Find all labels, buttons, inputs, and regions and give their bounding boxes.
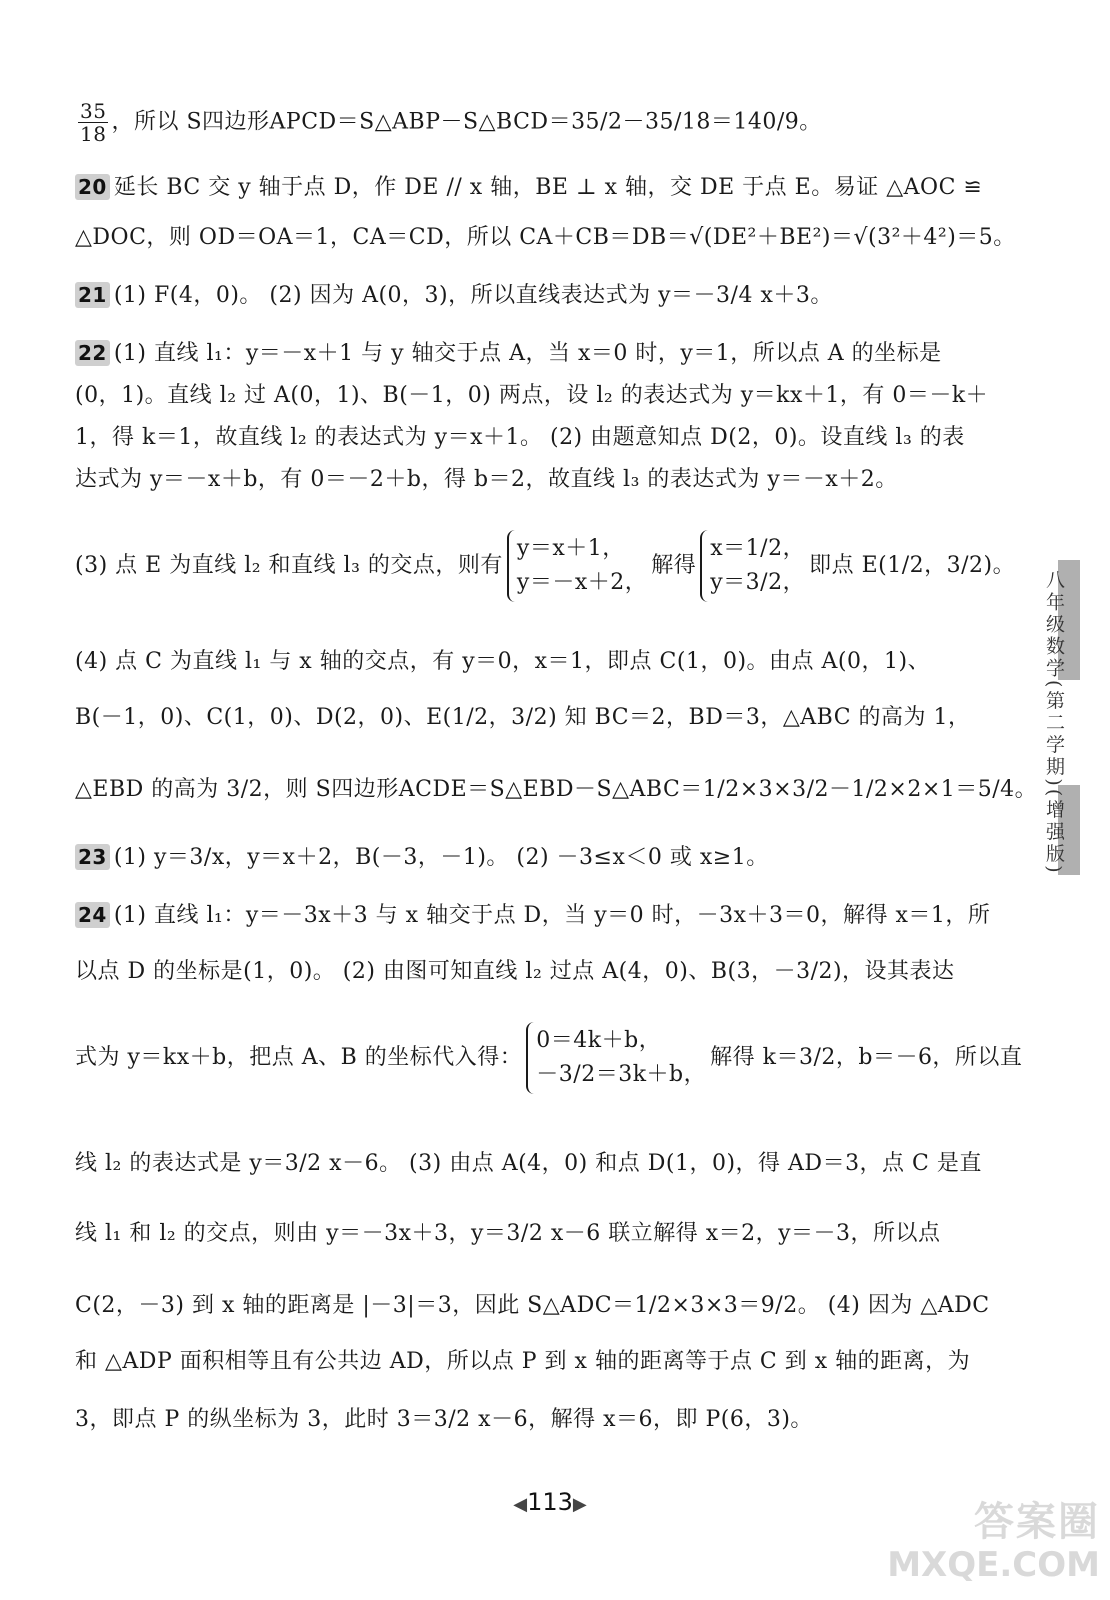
watermark-url: MXQE.COM bbox=[887, 1545, 1100, 1585]
q20-line2: △DOC，则 OD＝OA＝1，CA＝CD，所以 CA＋CB＝DB＝√(DE²＋BE²)＝√(3²＋4²)＝5。 bbox=[75, 225, 1016, 250]
watermark bbox=[887, 1490, 1110, 1600]
q24-line2: 以点 D 的坐标是(1，0)。 (2) 由图可知直线 l₂ 过点 A(4，0)、B(3，－3/2)，设其表达 bbox=[75, 959, 955, 984]
q22-line1: 22 (1) 直线 l₁：y＝－x＋1 与 y 轴交于点 A，当 x＝0 时，y＝1，所以点 A 的坐标是 bbox=[75, 338, 975, 370]
q22-line6: (4) 点 C 为直线 l₁ 与 x 轴的交点，有 y＝0，x＝1，即点 C(1，0)。由点 A(0，1)、 bbox=[75, 649, 931, 674]
q24-line1: 24 (1) 直线 l₁：y＝－3x＋3 与 x 轴交于点 D，当 y＝0 时，－3x＋3＝0，解得 x＝1，所 bbox=[75, 900, 975, 932]
question-number-badge: 22 bbox=[75, 340, 110, 366]
q21-line1: 21 (1) F(4，0)。 (2) 因为 A(0，3)，所以直线表达式为 y＝－3/4 x＋3。 bbox=[75, 280, 975, 312]
fraction: $\frac{35}{18}$ bbox=[80, 99, 107, 146]
question-number-badge: 21 bbox=[75, 282, 110, 308]
equation-system: y＝x＋1， y＝－x＋2， bbox=[507, 530, 647, 602]
q22-line5: (3) 点 E 为直线 l₂ 和直线 l₃ 的交点，则有 y＝x＋1， y＝－x＋2， 解得 x＝1/2， y＝3/2， 即点 E(1/2，3/2)。 bbox=[75, 530, 975, 630]
q22-line8: △EBD 的高为 3/2，则 S四边形ACDE＝S△EBD－S△ABC＝1/2×3×3/2－1/2×2×1＝5/4。 bbox=[75, 777, 1038, 802]
q23-line1: 23 (1) y＝3/x，y＝x＋2，B(－3，－1)。 (2) －3≤x＜0 或 x≥1。 bbox=[75, 842, 975, 874]
right-arrow-icon: ▶ bbox=[572, 1494, 587, 1515]
q22-line2: (0，1)。直线 l₂ 过 A(0，1)、B(－1，0) 两点，设 l₂ 的表达式为 y＝kx＋1，有 0＝－k＋ bbox=[75, 383, 989, 408]
q22-line4: 达式为 y＝－x＋b，有 0＝－2＋b，得 b＝2，故直线 l₃ 的表达式为 y＝－x＋2。 bbox=[75, 467, 898, 492]
book-title: 八年级数学(第二学期)(增强版) bbox=[1043, 570, 1065, 876]
equation-system: 0＝4k＋b， －3/2＝3k＋b， bbox=[526, 1022, 706, 1094]
q22-line3: 1，得 k＝1，故直线 l₂ 的表达式为 y＝x＋1。 (2) 由题意知点 D(2，0)。设直线 l₃ 的表 bbox=[75, 425, 965, 450]
q24-line3: 式为 y＝kx＋b，把点 A、B 的坐标代入得： 0＝4k＋b， －3/2＝3k＋b， 解得 k＝3/2，b＝－6，所以直 bbox=[75, 1022, 975, 1122]
q22-line7: B(－1，0)、C(1，0)、D(2，0)、E(1/2，3/2) 知 BC＝2，BD＝3，△ABC 的高为 1， bbox=[75, 705, 971, 730]
q24-line5: 线 l₁ 和 l₂ 的交点，则由 y＝－3x＋3，y＝3/2 x－6 联立解得 x＝2，y＝－3，所以点 bbox=[75, 1221, 941, 1246]
q24-line7: 和 △ADP 面积相等且有公共边 AD，所以点 P 到 x 轴的距离等于点 C 到 x 轴的距离，为 bbox=[75, 1349, 971, 1374]
question-number-badge: 20 bbox=[75, 174, 110, 200]
watermark-logo-text: 答案圈 bbox=[974, 1498, 1100, 1545]
page-number: ◀113▶ bbox=[513, 1488, 587, 1516]
q20-line1: 20 延长 BC 交 y 轴于点 D，作 DE // x 轴，BE ⊥ x 轴，交 DE 于点 E。易证 △AOC ≌ bbox=[75, 172, 975, 204]
book-title-sidebar bbox=[1040, 560, 1080, 890]
question-number-badge: 23 bbox=[75, 844, 110, 870]
solution-system: x＝1/2， y＝3/2， bbox=[700, 530, 805, 602]
question-number-badge: 24 bbox=[75, 902, 110, 928]
continued-line: $\frac{35}{18}$ ，所以 S四边形APCD＝S△ABP－S△BCD＝35/2－35/18＝140/9。 bbox=[80, 99, 822, 146]
q24-line6: C(2，－3) 到 x 轴的距离是 |－3|＝3，因此 S△ADC＝1/2×3×3＝9/2。 (4) 因为 △ADC bbox=[75, 1293, 990, 1318]
q24-line8: 3，即点 P 的纵坐标为 3，此时 3＝3/2 x－6，解得 x＝6，即 P(6，3)。 bbox=[75, 1407, 813, 1432]
left-arrow-icon: ◀ bbox=[513, 1494, 528, 1515]
q24-line4: 线 l₂ 的表达式是 y＝3/2 x－6。 (3) 由点 A(4，0) 和点 D(1，0)，得 AD＝3，点 C 是直 bbox=[75, 1151, 982, 1176]
